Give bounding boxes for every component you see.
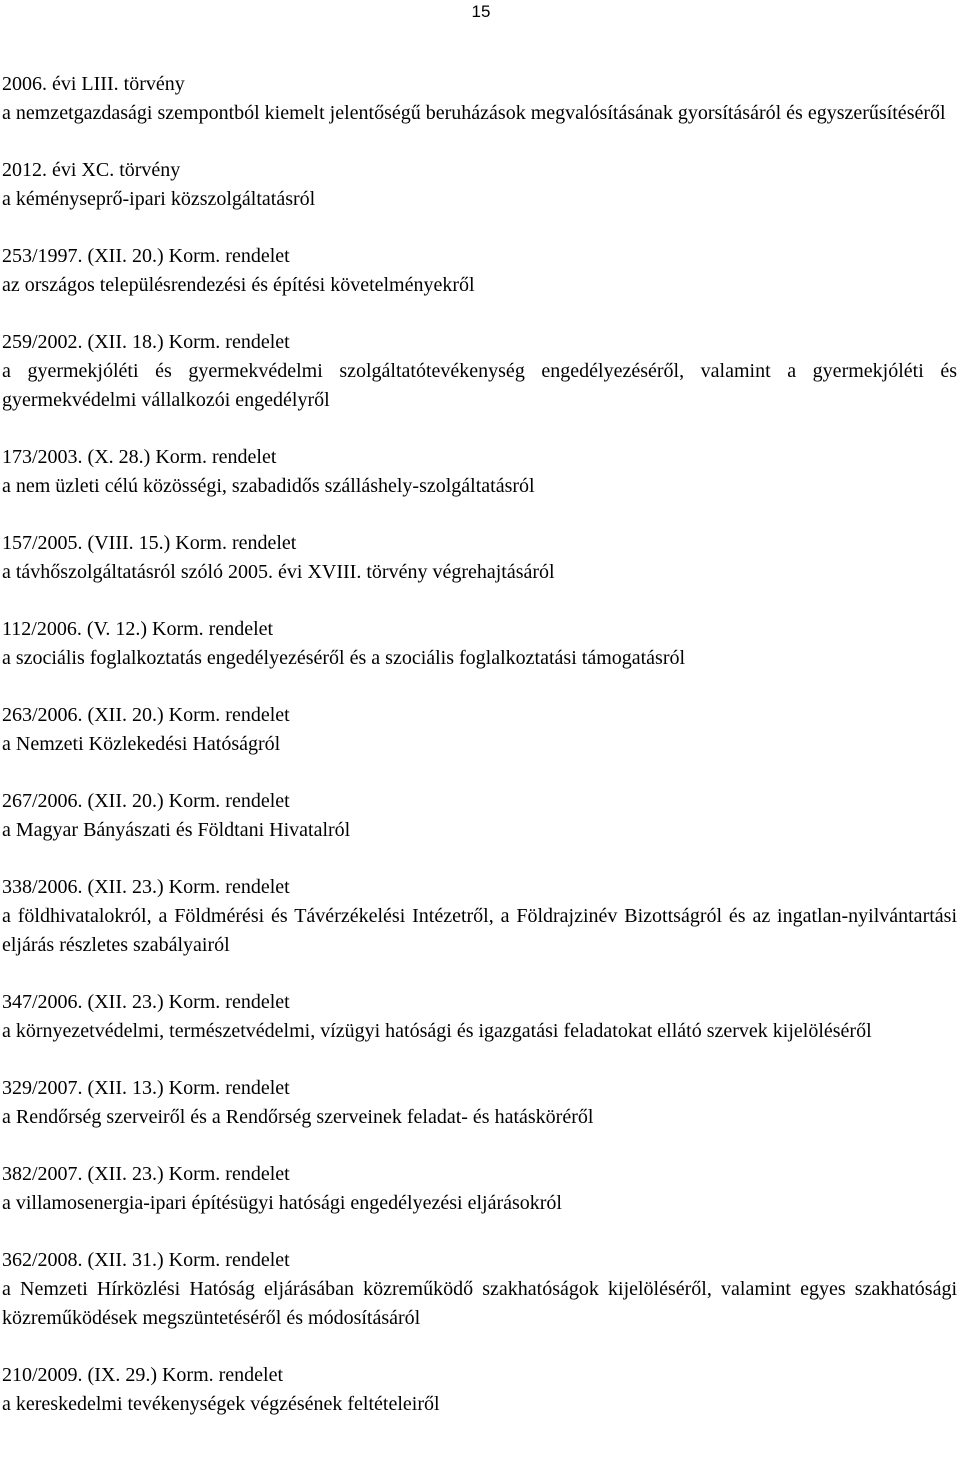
legislation-reference: 210/2009. (IX. 29.) Korm. rendelet xyxy=(2,1364,284,1386)
legislation-title: az országos településrendezési és építési követelményekről xyxy=(2,274,475,296)
legislation-list xyxy=(2,70,957,1419)
legislation-reference: 347/2006. (XII. 23.) Korm. rendelet xyxy=(2,991,290,1013)
legislation-reference: 362/2008. (XII. 31.) Korm. rendelet xyxy=(2,1249,290,1271)
legislation-title: a kéményseprő-ipari közszolgáltatásról xyxy=(2,188,316,210)
legislation-entry xyxy=(2,70,957,128)
legislation-title: a Nemzeti Közlekedési Hatóságról xyxy=(2,733,281,755)
legislation-title: a földhivatalokról, a Földmérési és Távérzékelési Intézetről, a Földrajzinév Bizottságról és az ingatlan-nyilvántartási eljárás részletes szabályairól xyxy=(2,905,957,956)
page-number: 15 xyxy=(471,2,491,21)
legislation-reference: 173/2003. (X. 28.) Korm. rendelet xyxy=(2,446,277,468)
legislation-reference: 2012. évi XC. törvény xyxy=(2,159,181,181)
legislation-reference: 382/2007. (XII. 23.) Korm. rendelet xyxy=(2,1163,290,1185)
legislation-entry xyxy=(2,988,957,1046)
legislation-entry xyxy=(2,1361,957,1419)
legislation-title: a nem üzleti célú közösségi, szabadidős szálláshely-szolgáltatásról xyxy=(2,475,535,497)
legislation-title: a nemzetgazdasági szempontból kiemelt jelentőségű beruházások megvalósításának gyorsításáról és egyszerűsítéséről xyxy=(2,102,946,124)
legislation-entry xyxy=(2,1246,957,1333)
legislation-entry xyxy=(2,156,957,214)
legislation-title: a szociális foglalkoztatás engedélyezéséről és a szociális foglalkoztatási támogatásról xyxy=(2,647,686,669)
legislation-entry xyxy=(2,1160,957,1218)
legislation-title: a Magyar Bányászati és Földtani Hivatalról xyxy=(2,819,351,841)
legislation-entry xyxy=(2,701,957,759)
legislation-reference: 157/2005. (VIII. 15.) Korm. rendelet xyxy=(2,532,297,554)
legislation-reference: 253/1997. (XII. 20.) Korm. rendelet xyxy=(2,245,290,267)
legislation-reference: 259/2002. (XII. 18.) Korm. rendelet xyxy=(2,331,290,353)
legislation-reference: 112/2006. (V. 12.) Korm. rendelet xyxy=(2,618,274,640)
legislation-reference: 263/2006. (XII. 20.) Korm. rendelet xyxy=(2,704,290,726)
legislation-title: a távhőszolgáltatásról szóló 2005. évi XVIII. törvény végrehajtásáról xyxy=(2,561,555,583)
legislation-title: a gyermekjóléti és gyermekvédelmi szolgáltatótevékenység engedélyezéséről, valamint a gyermekjóléti és gyermekvédelmi vállalkozói engedélyről xyxy=(2,360,957,411)
legislation-reference: 267/2006. (XII. 20.) Korm. rendelet xyxy=(2,790,290,812)
legislation-title: a környezetvédelmi, természetvédelmi, vízügyi hatósági és igazgatási feladatokat ellátó szervek kijelöléséről xyxy=(2,1020,872,1042)
legislation-entry xyxy=(2,529,957,587)
legislation-reference: 2006. évi LIII. törvény xyxy=(2,73,185,95)
legislation-title: a Rendőrség szerveiről és a Rendőrség szerveinek feladat- és hatásköréről xyxy=(2,1106,594,1128)
legislation-entry xyxy=(2,615,957,673)
legislation-entry xyxy=(2,328,957,415)
legislation-entry xyxy=(2,1074,957,1132)
legislation-reference: 338/2006. (XII. 23.) Korm. rendelet xyxy=(2,876,290,898)
legislation-title: a Nemzeti Hírközlési Hatóság eljárásában közreműködő szakhatóságok kijelöléséről, valamint egyes szakhatósági közreműködések megszüntetéséről és módosításáról xyxy=(2,1278,957,1329)
legislation-reference: 329/2007. (XII. 13.) Korm. rendelet xyxy=(2,1077,290,1099)
legislation-entry xyxy=(2,443,957,501)
legislation-entry xyxy=(2,787,957,845)
legislation-title: a kereskedelmi tevékenységek végzésének feltételeiről xyxy=(2,1393,440,1415)
legislation-entry xyxy=(2,873,957,960)
legislation-title: a villamosenergia-ipari építésügyi hatósági engedélyezési eljárásokról xyxy=(2,1192,562,1214)
legislation-entry xyxy=(2,242,957,300)
